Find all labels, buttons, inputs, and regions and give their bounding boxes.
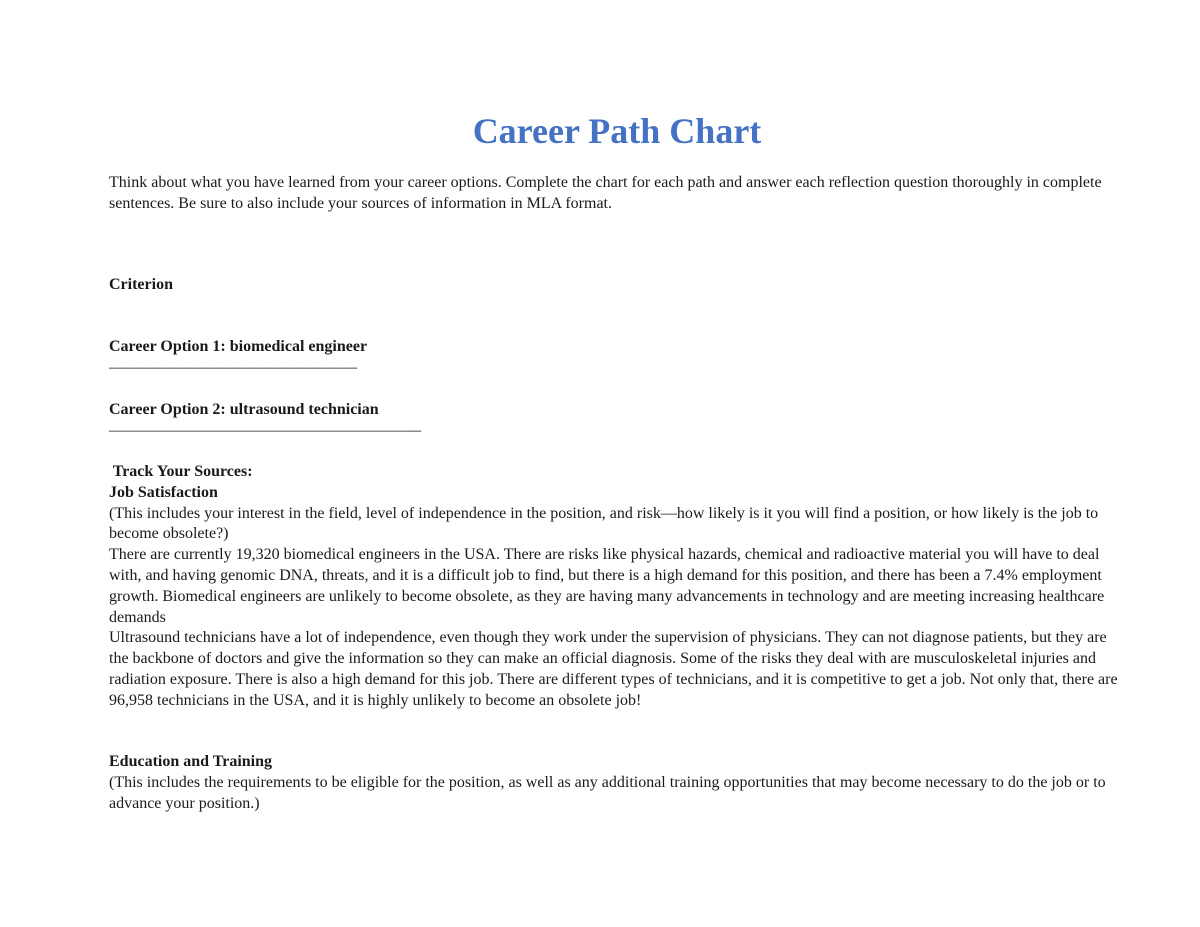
job-satisfaction-heading: Job Satisfaction — [109, 483, 218, 501]
career-option-2 — [109, 400, 1119, 442]
job-satisfaction-section — [109, 462, 1119, 712]
job-satisfaction-answer-1: There are currently 19,320 biomedical engineers in the USA. There are risks like physical hazards, chemical and radioactive material you will have to deal with, and having genomic DNA, threats, and it is a difficult job to find, but there is a high demand for this position, and there has been a 7.4% employment growth. Biomedical engineers are unlikely to become obsolete, as they are having many advancements in technology and are meeting increasing healthcare demands — [109, 546, 1105, 626]
education-training-prompt: (This includes the requirements to be eligible for the position, as well as any additional training opportunities that may become necessary to do the job or to advance your position.) — [109, 773, 1106, 812]
job-satisfaction-answer-2: Ultrasound technicians have a lot of independence, even though they work under the supervision of physicians. They can not diagnose patients, but they are the backbone of doctors and give the information so they can make an official diagnosis. Some of the risks they deal with are musculoskeletal injuries and radiation exposure. There is also a high demand for this job. There are different types of technicians, and it is competitive to get a job. Not only that, there are 96,958 technicians in the USA, and it is highly unlikely to become an obsolete job! — [109, 629, 1118, 709]
career-option-2-label: Career Option 2: ultrasound technician — [109, 401, 379, 418]
career-option-2-rule: ———————————————————– — [109, 421, 421, 439]
criterion-label: Criterion — [109, 276, 173, 293]
career-option-1-rule: ———————————————– — [109, 358, 357, 376]
education-training-section — [109, 752, 1119, 814]
career-option-1 — [109, 337, 1119, 379]
career-option-1-label: Career Option 1: biomedical engineer — [109, 338, 368, 355]
intro-paragraph: Think about what you have learned from your career options. Complete the chart for each path and answer each reflection question thoroughly in complete sentences. Be sure to also include your sources of information in MLA format. — [109, 174, 1102, 212]
page-title: Career Path Chart — [472, 111, 762, 151]
track-sources-label: Track Your Sources: — [109, 463, 253, 480]
job-satisfaction-prompt: (This includes your interest in the field, level of independence in the position, and risk—how likely is it you will find a position, or how likely is the job to become obsolete?) — [109, 504, 1099, 543]
education-training-heading: Education and Training — [109, 753, 273, 770]
